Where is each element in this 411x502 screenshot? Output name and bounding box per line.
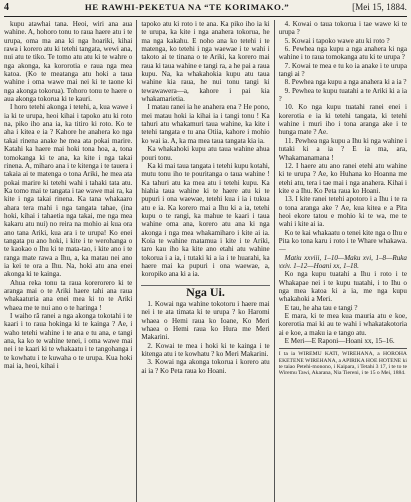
section-heading-nga-ui: Nga Ui. [141,285,269,296]
left-paragraph: I waiho rā ranei a nga akonga tokotahi i te kaari i to raua hokinga ki te kainga ? Ae, i waho tetehi wahine i te ana e tu ana, e tangi ana, ka ko te wahine tenei, i oma wawe mai nei i te kaari ki te whakaatu i te tangohanga i te kowhatu i te kuwaha o te urupa. Kua hoki mai ia, heoi, kihai i [4,312,133,371]
question-item: 12. I haere atu ano ranei etehi atu wahine ki te urupa ? Ae, ko Huhana ko Hoanna me etehi atu, tera i tae mai i nga anahera. Kihai i kite e a Ihu. Ko Peta raua ko Hoani. [278,161,407,195]
quote-line: E tau, he aha tau e tangi ? [284,303,358,312]
question-item: 9. Pewhea te kupu tuatahi a te Ariki ki a ia ? [278,86,407,104]
question-item: 7. Kowai te mea e tu ko ia anake i te urupa tangi ai ? [278,61,407,79]
text-columns [4,20,407,502]
left-paragraph: Ahua reka tonu ta raua korerorero ki te aranga mai o te Ariki haere tahi ana raua whakaaturia ana enei mea ki to te Ariki whaea me te nui ano o te haringa ! [4,278,133,312]
question-item: 4. Kowai o taua tokorua i tae wawe ki te urupa ? [278,20,407,37]
publication-title: HE RAWHI-PEKETUA NA “TE KORIMAKO.” [84,2,290,12]
page-header [4,2,407,17]
body-paragraph: Ko te kai whakaatu o tenei kite nga o Ihu e Pita ko tona karu i roto i te Whare whakawa.— [278,228,407,254]
question-item: 5. Kowai i tapoko wawe atu ki roto ? [284,36,390,45]
printer-imprint: I ta ia WIREMU KATI, WIREHANA, a HOROHA EKETENE WIREHANA, a APIRIKA HOE HOTENE ki te taiao Petehi-monono, i Kaipara, i Tetahi 3 17, i te to te Wiremu Tawi, Akarana, Nia Tiereni, i te 15 o Mei, 1884. [279,348,407,376]
middle-column [136,20,274,502]
right-column [279,20,407,502]
question-item: 2. Kowai te mea i hoki ki te kainga i te kitenga atu i te kowhatu ? ko Meri Makarini. [141,341,270,359]
question-item: 13. I kite ranei tetehi apotoro i a Ihu i te ra o tona aranga ake ? Ae, kua kitea e a Pita heoi ekore tatou e mohio ki te wa, me te wahi i kite ai ia. [278,195,407,229]
question-item: 11. Pewhea nga kupu a Ihu ki nga wahine i tutaki ki a ia ? E ia ma, ara, Whakamanamana ! [278,136,407,162]
mid-paragraph: tapoko atu ki roto i te ana. Ka piko iho ia ki te urupa, ka kite i nga anahera tokorua, he ma nga kakahu. E noho ana ko tetehi i te matenga, ko tetehi i nga waewae i te wahi i takoto ai te tinana o te Ariki, ka korero mai raua ki taua wahine e tangi ra, a he pai a raua kupu. Na, ka whakahokia kupu atu taua wahine kia raua, he nui tonu tangi ki tewawawera—a, kahore i pai kia whakamarietia. [141,20,270,104]
mid-paragraph: Ka ki mai taua tangata i tetehi kupu kotahi, mutu tonu iho te pouritanga o taua wahine ! Ka tahuri atu ka mea atu i tetehi kupu. Ka hiahia taua wahine ki te haere atu ki te pupuri i ona waewae, tetehi kua i ia i tukua atu e ia. Ka korero mai a Ihu ki a ia, tetehi kupu o te rangi, ka mahue te kaari i taua wahine oma ana, korero atu ana ki nga akonga i nga mea whakamiharo i kite ai ia. Koia te wahine matamua i kite i te Ariki, taro kau iho ka kite ano etahi atu wahine tokorua i a ia, i tutaki ki a ia i te huarahi, ka haere mai ka pupuri i ona waewae, a, koropiko ana ki a ia. [141,161,270,279]
mid-paragraph: Ka whakahoki kupu atu taua wahine ahua pouri tonu. [141,145,270,162]
question-item: 3. Kowai nga akonga tokorua i korero atu ai ia ? Ko Peta raua ko Hoani. [141,358,270,375]
question-item: 6. Pewhea nga kupu a nga anahera ki nga wahine i to raua tomokanga atu ki te urupa ? [278,45,407,62]
mid-paragraph: I matau ranei ia he anahera ena ? He pono, mei matau hoki ia kihai ia i tangi tonu ! Ka tahuri atu whakamuri taua wahine, ka kite i tetehi tangata e tu ana Otiia, kahore i mohio ko wai ia. A, ka ma mea taua tangata kia ia. [141,103,270,145]
page-number: 4 [4,2,10,13]
scripture-reference: E Meri—E Raponi—Hoani xx, 15–16. [284,337,395,346]
left-paragraph: kupu atawhai tana. Heoi, wiri ana aua wahine. A, hohoro tonu to raua haere atu i te urupa, oma ma ana ki nga hoariki, kihai rawa i korero atu ki tetehi tangata, wewi ana, nui atu te tiko. Te tomo atu atu ki te wahre o nga akonga, ka kororotia e raua nga mea katoa. (Ko te meatanga atu hoki a taua wahine i oma wawe mai nei ki te taone ki nga akonga tokorua). Tohoro tonu te haere o aua akonga tokorua ki te kauri. [4,20,133,104]
issue-date: [Mei 15, 1884. [352,2,407,12]
left-column [4,20,132,502]
question-item: 10. Ko nga kupu tuatahi ranei enei i korerotia e ia ki tetehi tangata, ki tetehi wahine i muri iho i tona aranga ake i te hunga mate ? Ae. [278,103,407,137]
body-paragraph: Ko nga kupu tuatahi a Ihu i roto i te Whakapae nei i te kupu tuatahi, i to Ihu o nga mea katoa ki a ia, me nga kupu whakahoki a Meri. [278,270,407,304]
quote-line: E mara, ki te mea kua mauria atu e koe, korerotia mai ki au te wahi i whakatakotoria ai e koe, a maku ia e tango atu. [278,312,407,337]
scripture-reference: Matiu xxviii, 1–10—Maku xvi, 1–8—Ruka xxiv. 1–12—Hoani xx, 1–18. [278,253,407,270]
question-item: 1. Kowai nga wahine tokotoru i haere mai nei i te ata timata ki te urupa ? ko Haromi whaea o Hemi raua ko Ioane, Ko Meri whaea o Hemi raua ko Hura me Meri Makarini. [141,300,270,342]
question-item: 8. Pewhea nga kupu a nga anahera ki a ia ? [284,78,407,87]
left-paragraph: I horo tetehi akonga i tetehi, a, kua wawe i ia ki te urupa, heoi kihai i tapoko atu ki roto na, piko iho ana ia, ka titiro ki roto. Ko te aha i kitea e ia ? Kahore he anahera ko nga takai rinena anake he mea ata pokai marire. Katahi ka haere mai hoki tona hoa, a, tona tomokanga ki te ana, ka kite i nga takai rinena. A, miharo ana i te kitenga i te tauera i takaia ai te matenga o tona Ariki, he mea ata pokai marire ki tetehi wahi i tahaki tata atu. Ka tomo mai te tangata i tae wawe mai ra, ka kite i nga takai rinena. Ka tana whakaaro ahara tera mahi i nga tangata tahae, (ina hoki, kihai i tahaetia nga takai, me nga mea kakaru atu nui) no reira na mohio ai kua ora ano tana Ariki, kua ara i te urupa! Ko enei tangata pu ano hoki, i kite i te werohanga o te kaokao o Ihu ki te mata-tao, i kite ano i te ranga mate rawa a Ihu, a, ka matau nei ano ia kei te ora a Ihu. Na, hoki atu ana enei akonga ki te kainga. [4,103,133,279]
